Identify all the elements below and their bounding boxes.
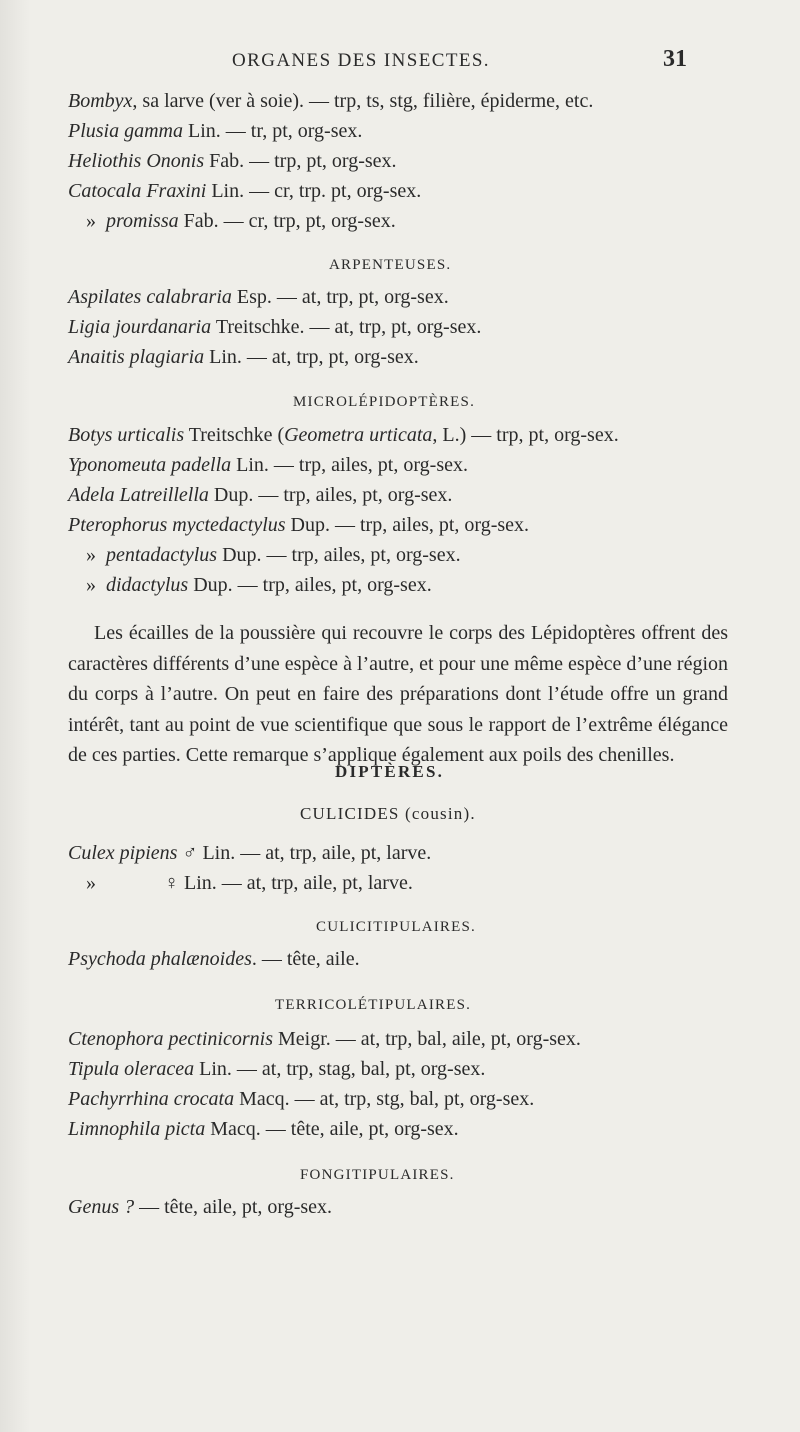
species-line	[68, 120, 362, 143]
species-desc: Meigr. — at, trp, bal, aile, pt, org-sex.	[272, 1028, 581, 1050]
species-line	[68, 90, 593, 113]
species-line	[68, 454, 468, 477]
species-desc: Treitschke. — at, trp, pt, org-sex.	[211, 316, 482, 338]
species-name: Adela Latreillella	[68, 484, 209, 506]
species-name: Yponomeuta padella	[68, 454, 232, 476]
species-line	[68, 1196, 332, 1219]
page-header	[0, 46, 800, 76]
species-line	[68, 1118, 459, 1141]
section-heading: TERRICOLÉTIPULAIRES.	[275, 997, 472, 1013]
species-desc: Fab. — trp, pt, org-sex.	[204, 150, 397, 172]
species-line	[86, 210, 396, 233]
page-number: 31	[663, 46, 687, 72]
species-desc: ♀ Lin. — at, trp, aile, pt, larve.	[164, 872, 413, 894]
section-heading: CULICIDES (cousin).	[300, 804, 476, 823]
section-heading: FONGITIPULAIRES.	[300, 1167, 455, 1183]
species-line	[68, 150, 397, 173]
species-line	[68, 948, 360, 971]
species-name: Genus ?	[68, 1196, 135, 1218]
species-name: Anaitis plagiaria	[68, 346, 205, 368]
species-desc: Dup. — trp, ailes, pt, org-sex.	[217, 544, 461, 566]
species-desc: Dup. — trp, ailes, pt, org-sex.	[188, 574, 432, 596]
species-desc: Treitschke (	[184, 424, 285, 446]
species-name: Tipula oleracea	[68, 1058, 195, 1080]
species-line	[68, 842, 431, 865]
ditto-mark: »	[86, 210, 96, 232]
synonym-name: Geometra urticata	[284, 424, 433, 446]
ditto-mark: »	[86, 544, 96, 566]
species-desc: Lin. — at, trp, stag, bal, pt, org-sex.	[194, 1058, 486, 1080]
species-name: Culex pipiens	[68, 842, 178, 864]
species-line	[68, 1088, 534, 1111]
species-name: pentadactylus	[106, 544, 218, 566]
order-heading: DIPTÈRES.	[335, 762, 445, 781]
species-name: Botys urticalis	[68, 424, 185, 446]
running-title: ORGANES DES INSECTES.	[232, 50, 490, 71]
species-line	[86, 544, 461, 567]
species-desc: Lin. — cr, trp. pt, org-sex.	[206, 180, 422, 202]
species-line	[68, 316, 481, 339]
species-line	[86, 872, 413, 895]
species-desc: Dup. — trp, ailes, pt, org-sex.	[208, 484, 453, 506]
species-name: Psychoda phalænoides	[68, 948, 252, 970]
section-heading: ARPENTEUSES.	[329, 257, 452, 273]
species-desc: . — tête, aile.	[251, 948, 360, 970]
species-name: Pachyrrhina crocata	[68, 1088, 235, 1110]
species-desc: Lin. — trp, ailes, pt, org-sex.	[231, 454, 468, 476]
section-heading: MICROLÉPIDOPTÈRES.	[293, 394, 476, 410]
paragraph-text: Les écailles de la poussière qui recouvre le corps des Lépidoptères offrent des caractères différents d’une espèce à l’autre, et pour une même espèce d’une région du corps à l’autre. On peut en faire des préparations dont l’étude offre un grand intérêt, tant au point de vue scientifique que sous le rapport de l’extrême élégance de ces parties. Cette remarque s’applique également aux poils des chenilles.	[68, 622, 728, 766]
species-desc: Esp. — at, trp, pt, org-sex.	[231, 286, 449, 308]
species-name: Catocala Fraxini	[68, 180, 207, 202]
species-line	[86, 574, 432, 597]
species-line	[68, 286, 449, 309]
species-name: Ligia jourdanaria	[68, 316, 212, 338]
species-line	[68, 1028, 581, 1051]
section-heading: CULICITIPULAIRES.	[316, 919, 476, 935]
species-name: Bombyx	[68, 90, 133, 112]
ditto-mark: »	[86, 574, 96, 596]
species-name: Ctenophora pectinicornis	[68, 1028, 273, 1050]
species-desc: — tête, aile, pt, org-sex.	[134, 1196, 333, 1218]
species-line	[68, 424, 619, 447]
species-name: Aspilates calabraria	[68, 286, 232, 308]
species-desc: Lin. — tr, pt, org-sex.	[183, 120, 363, 142]
body-paragraph	[68, 618, 728, 771]
species-name: promissa	[106, 210, 179, 232]
species-name: Limnophila picta	[68, 1118, 206, 1140]
species-desc: Lin. — at, trp, pt, org-sex.	[204, 346, 419, 368]
species-name: Heliothis Ononis	[68, 150, 205, 172]
species-desc: ♂ Lin. — at, trp, aile, pt, larve.	[177, 842, 432, 864]
species-desc: , sa larve (ver à soie). — trp, ts, stg, filière, épiderme, etc.	[132, 90, 594, 112]
species-line	[68, 1058, 485, 1081]
species-line	[68, 514, 529, 537]
species-desc: Macq. — tête, aile, pt, org-sex.	[205, 1118, 459, 1140]
species-name: Pterophorus myctedactylus	[68, 514, 286, 536]
species-desc: Dup. — trp, ailes, pt, org-sex.	[285, 514, 530, 536]
ditto-mark: »	[86, 872, 96, 894]
species-line	[68, 346, 419, 369]
species-desc: Macq. — at, trp, stg, bal, pt, org-sex.	[234, 1088, 535, 1110]
species-desc: , L.) — trp, pt, org-sex.	[432, 424, 619, 446]
species-line	[68, 484, 452, 507]
species-name: Plusia gamma	[68, 120, 183, 142]
species-name: didactylus	[106, 574, 189, 596]
species-line	[68, 180, 421, 203]
species-desc: Fab. — cr, trp, pt, org-sex.	[178, 210, 396, 232]
